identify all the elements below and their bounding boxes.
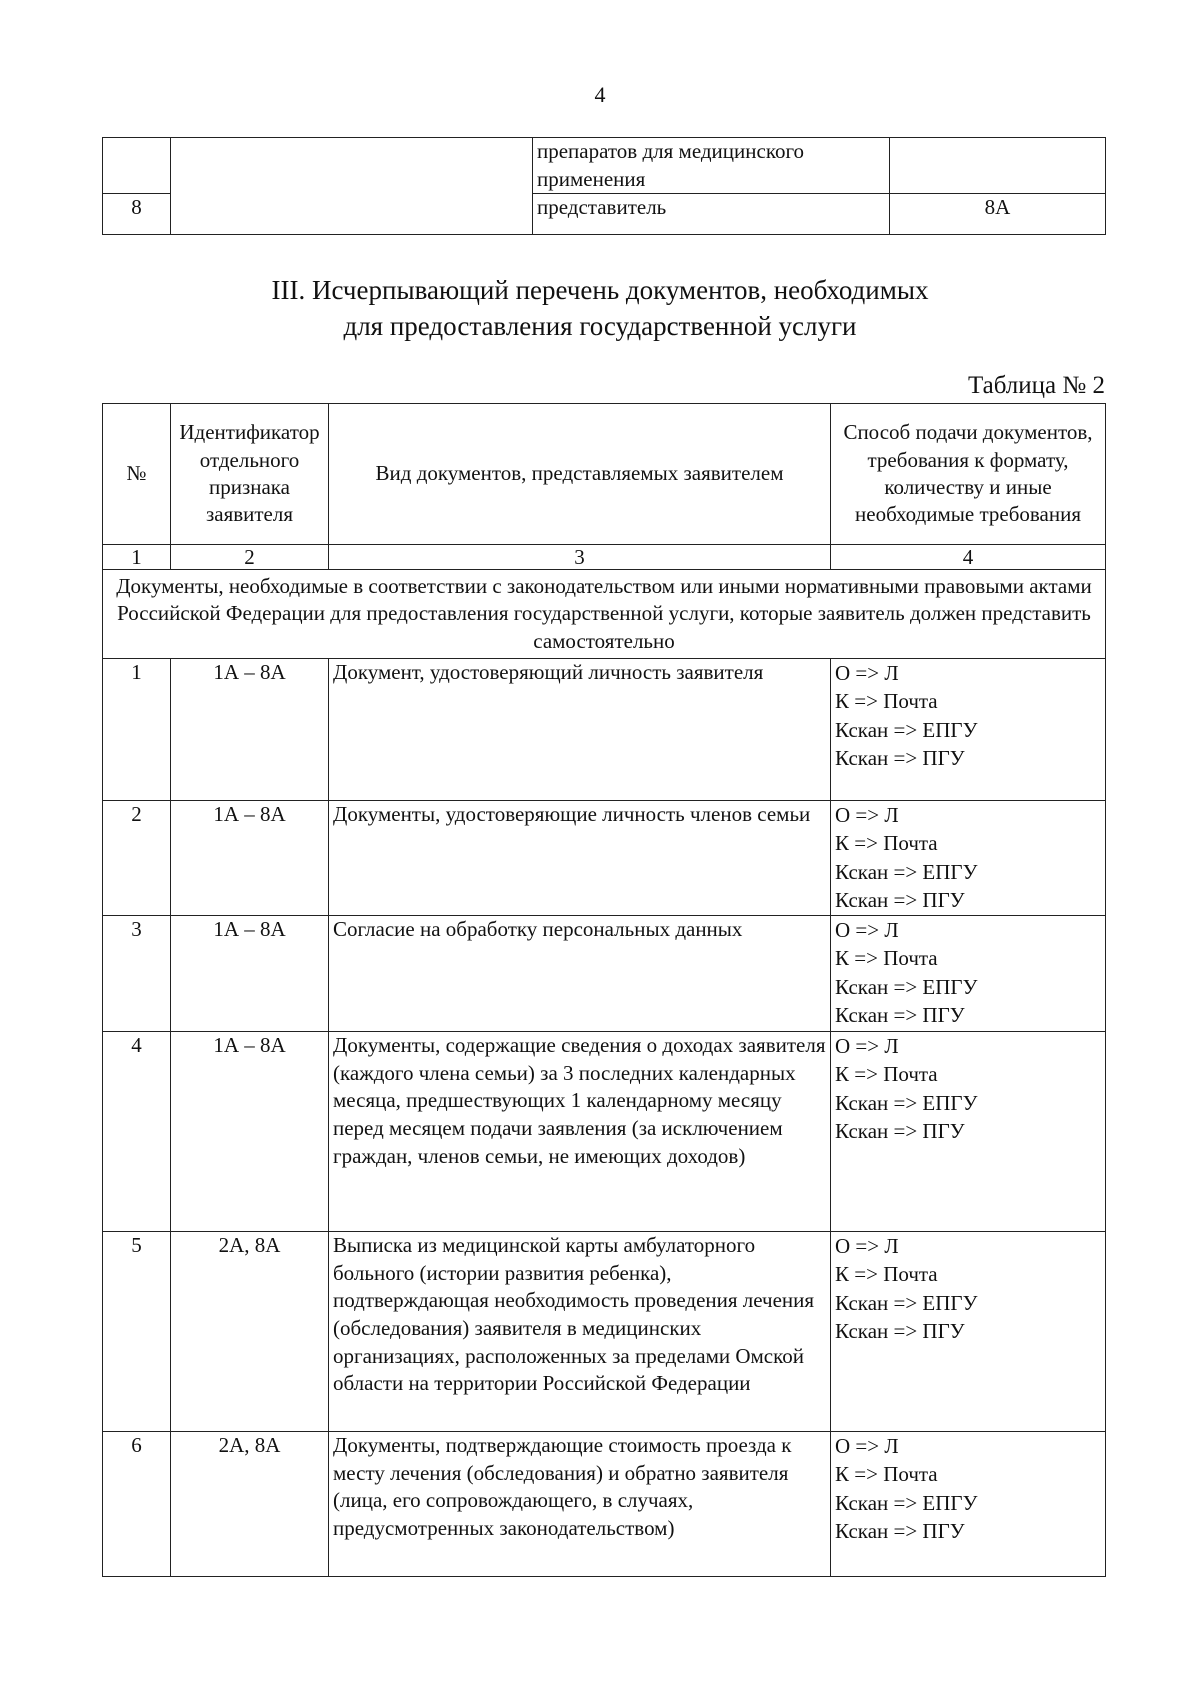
method-item: Кскан => ПГУ: [835, 745, 965, 770]
row-number: 4: [103, 1031, 171, 1231]
table-row: [103, 1231, 1106, 1431]
column-number: 4: [831, 545, 1106, 570]
method-item: К => Почта: [835, 946, 938, 971]
row-methods: [831, 1431, 1106, 1576]
documents-table: [102, 403, 1106, 1577]
continuation-table: [102, 137, 1106, 235]
row-methods: [831, 1031, 1106, 1231]
cell-code: [890, 138, 1106, 194]
row-number: 2: [103, 800, 171, 915]
method-item: Кскан => ЕПГУ: [835, 974, 978, 999]
method-item: К => Почта: [835, 1262, 938, 1287]
page-number: 4: [594, 82, 606, 107]
table-row: [103, 800, 1106, 915]
method-item: Кскан => ЕПГУ: [835, 1090, 978, 1115]
header-identifier: Идентификатор отдельного признака заявителя: [171, 404, 329, 545]
table-row: [103, 915, 1106, 1031]
row-identifier: 2А, 8А: [171, 1431, 329, 1576]
method-item: Кскан => ЕПГУ: [835, 1290, 978, 1315]
method-item: О => Л: [835, 1033, 899, 1058]
row-identifier: 2А, 8А: [171, 1231, 329, 1431]
method-item: О => Л: [835, 660, 899, 685]
section-title: [0, 272, 1200, 345]
row-number: 1: [103, 658, 171, 800]
cell-no: [103, 138, 171, 194]
header-method: Способ подачи документов, требования к формату, количеству и иные необходимые требования: [831, 404, 1106, 545]
row-identifier: 1А – 8А: [171, 1031, 329, 1231]
method-item: К => Почта: [835, 1062, 938, 1087]
cell-text: представитель: [533, 194, 890, 235]
section-title-line: III. Исчерпывающий перечень документов, необходимых: [271, 275, 929, 305]
method-item: Кскан => ЕПГУ: [835, 717, 978, 742]
header-no: №: [103, 404, 171, 545]
method-item: Кскан => ЕПГУ: [835, 859, 978, 884]
method-item: Кскан => ПГУ: [835, 1118, 965, 1143]
column-number-row: [103, 545, 1106, 570]
row-methods: [831, 1231, 1106, 1431]
row-identifier: 1А – 8А: [171, 800, 329, 915]
row-number: 5: [103, 1231, 171, 1431]
cell-no: 8: [103, 194, 171, 235]
group-row: [103, 570, 1106, 659]
column-number: 1: [103, 545, 171, 570]
table-row: [103, 1431, 1106, 1576]
row-number: 6: [103, 1431, 171, 1576]
method-item: Кскан => ПГУ: [835, 887, 965, 912]
table-row: [103, 1031, 1106, 1231]
method-item: К => Почта: [835, 831, 938, 856]
method-item: К => Почта: [835, 689, 938, 714]
method-item: О => Л: [835, 1233, 899, 1258]
method-item: О => Л: [835, 802, 899, 827]
cell-text: препаратов для медицинского применения: [533, 138, 890, 194]
method-item: Кскан => ПГУ: [835, 1318, 965, 1343]
method-item: Кскан => ПГУ: [835, 1002, 965, 1027]
method-item: О => Л: [835, 917, 899, 942]
row-methods: [831, 915, 1106, 1031]
row-identifier: 1А – 8А: [171, 915, 329, 1031]
method-item: О => Л: [835, 1433, 899, 1458]
table-row: [103, 138, 1106, 194]
row-methods: [831, 800, 1106, 915]
row-document: Документы, содержащие сведения о доходах заявителя (каждого члена семьи) за 3 последних календарных месяца, предшествующих 1 календарному месяцу перед месяцем подачи заявления (за исключением граждан, членов семьи, не имеющих доходов): [329, 1031, 831, 1231]
row-document: Документ, удостоверяющий личность заявителя: [329, 658, 831, 800]
method-item: Кскан => ПГУ: [835, 1518, 965, 1543]
group-title: Документы, необходимые в соответствии с законодательством или иными нормативными правовыми актами Российской Федерации для предоставления государственной услуги, которые заявитель должен представить самостоятельно: [103, 570, 1106, 659]
column-number: 3: [329, 545, 831, 570]
table-caption: Таблица № 2: [967, 372, 1105, 399]
section-title-line: для предоставления государственной услуги: [343, 311, 857, 342]
row-document: Выписка из медицинской карты амбулаторного больного (истории развития ребенка), подтверждающая необходимость проведения лечения (обследования) заявителя в медицинских организациях, расположенных за пределами Омской области на территории Российской Федерации: [329, 1231, 831, 1431]
row-document: Документы, удостоверяющие личность членов семьи: [329, 800, 831, 915]
column-number: 2: [171, 545, 329, 570]
row-identifier: 1А – 8А: [171, 658, 329, 800]
header-documents: Вид документов, представляемых заявителем: [329, 404, 831, 545]
table-row: [103, 658, 1106, 800]
row-document: Согласие на обработку персональных данных: [329, 915, 831, 1031]
method-item: К => Почта: [835, 1462, 938, 1487]
row-document: Документы, подтверждающие стоимость проезда к месту лечения (обследования) и обратно заявителя (лица, его сопровождающего, в случаях, предусмотренных законодательством): [329, 1431, 831, 1576]
cell-empty: [171, 138, 533, 235]
cell-code: 8А: [890, 194, 1106, 235]
method-item: Кскан => ЕПГУ: [835, 1490, 978, 1515]
header-row: [103, 404, 1106, 545]
row-methods: [831, 658, 1106, 800]
row-number: 3: [103, 915, 171, 1031]
